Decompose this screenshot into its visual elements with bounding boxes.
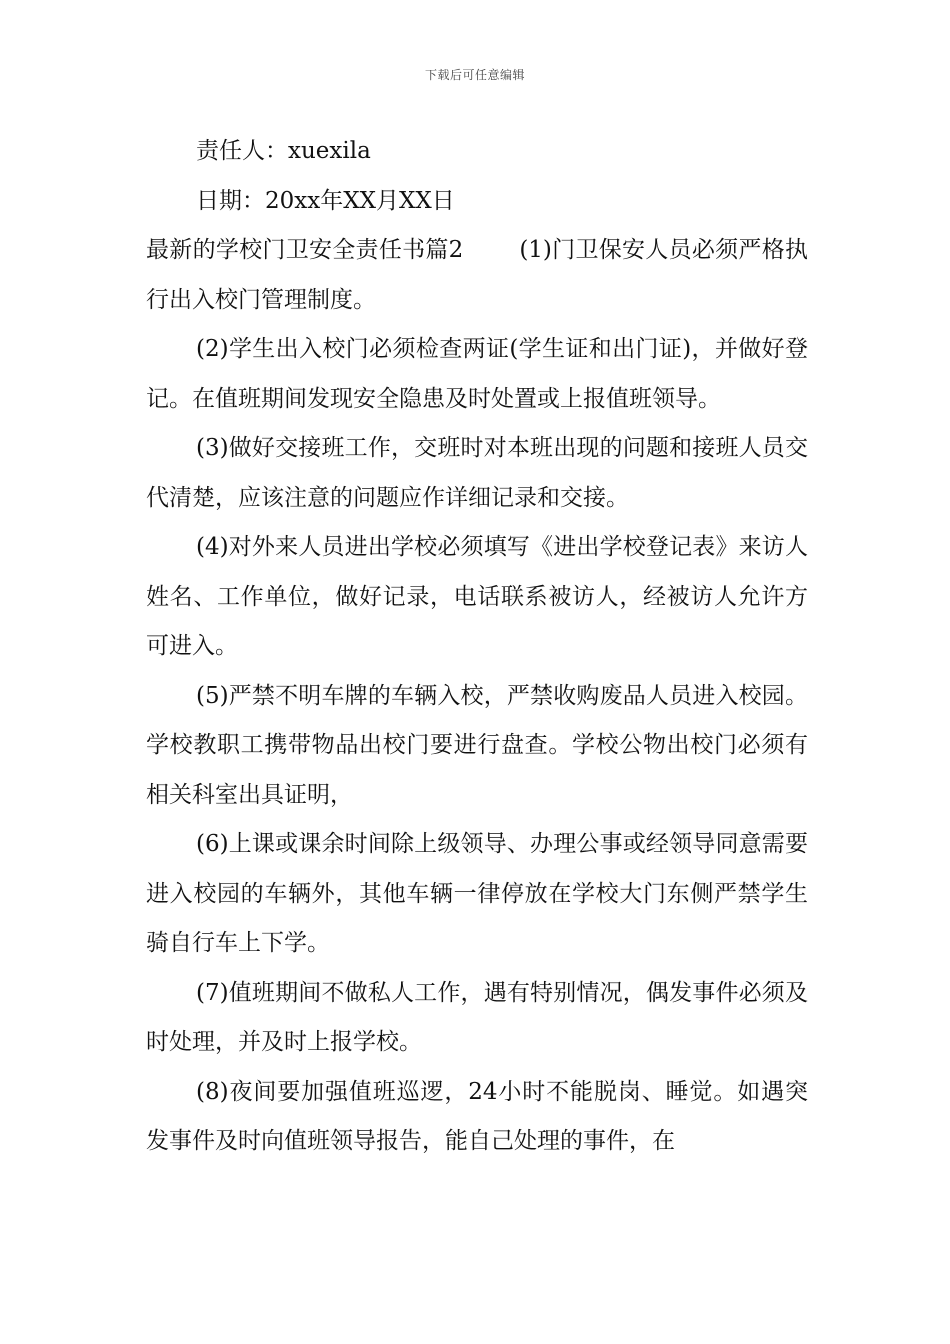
first-item: (1)门卫保安人员必须严格执行出入校门管理制度。	[146, 237, 808, 313]
page-header-note: 下载后可任意编辑	[424, 68, 525, 82]
responsible-person-line: 责任人：xuexila	[196, 138, 371, 164]
section-title: 最新的学校门卫安全责任书篇2	[146, 237, 464, 263]
date-line: 日期：20xx年XX月XX日	[196, 187, 455, 214]
item-paragraph: (2)学生出入校门必须检查两证(学生证和出门证)，并做好登记。在值班期间发现安全隐患及时处置或上报值班领导。	[146, 336, 808, 412]
item-paragraph: (6)上课或课余时间除上级领导、办理公事或经领导同意需要进入校园的车辆外，其他车辆一律停放在学校大门东侧严禁学生骑自行车上下学。	[146, 831, 808, 956]
section-paragraph	[146, 226, 808, 325]
item-paragraph: (3)做好交接班工作，交班时对本班出现的问题和接班人员交代清楚，应该注意的问题应作详细记录和交接。	[146, 435, 808, 511]
item-paragraph: (4)对外来人员进出学校必须填写《进出学校登记表》来访人姓名、工作单位，做好记录，电话联系被访人，经被访人允许方可进入。	[146, 534, 808, 659]
item-paragraph: (7)值班期间不做私人工作，遇有特别情况，偶发事件必须及时处理，并及时上报学校。	[146, 979, 808, 1055]
document-body	[146, 127, 808, 1167]
item-paragraph: (8)夜间要加强值班巡逻，24小时不能脱岗、睡觉。如遇突发事件及时向值班领导报告，能自己处理的事件，在	[146, 1078, 808, 1154]
item-paragraph: (5)严禁不明车牌的车辆入校，严禁收购废品人员进入校园。学校教职工携带物品出校门要进行盘查。学校公物出校门必须有相关科室出具证明，	[146, 682, 808, 808]
